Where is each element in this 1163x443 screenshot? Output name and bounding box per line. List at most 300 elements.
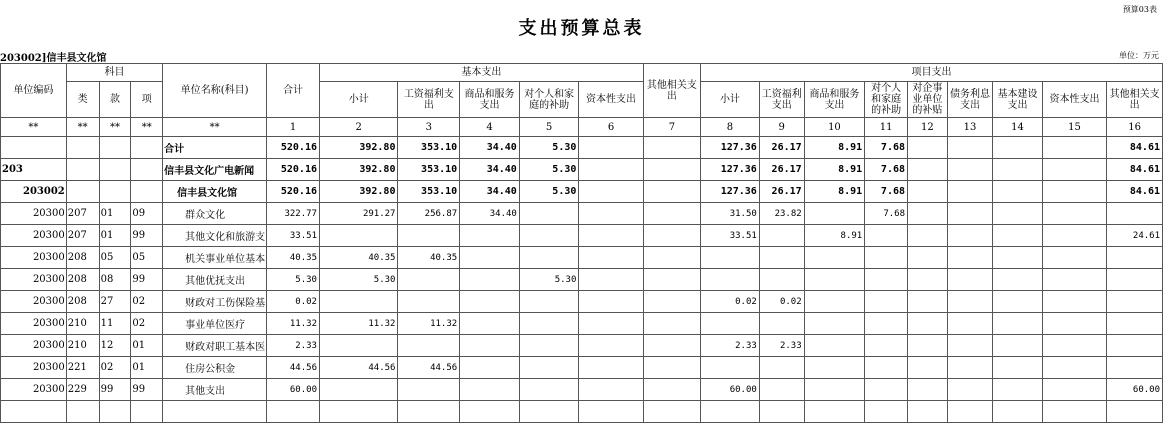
subject-lei-cell [66, 137, 99, 159]
amount-cell [947, 335, 993, 357]
amount-cell: 392.80 [319, 159, 397, 181]
unit-name-cell: 机关事业单位基本 [163, 247, 267, 269]
amount-cell [865, 291, 908, 313]
index-cell: 4 [460, 118, 520, 137]
amount-cell: 60.00 [701, 379, 760, 401]
amount-cell: 33.51 [267, 225, 320, 247]
amount-cell [865, 357, 908, 379]
amount-cell [579, 203, 643, 225]
amount-cell [804, 379, 865, 401]
amount-cell: 353.10 [398, 159, 460, 181]
table-body [1, 137, 1163, 423]
unit-name-cell: 群众文化 [163, 203, 267, 225]
amount-cell: 5.30 [519, 181, 579, 203]
header-code: 单位编码 [1, 64, 67, 118]
amount-cell [865, 269, 908, 291]
subject-kuan-cell: 99 [99, 379, 131, 401]
amount-cell [947, 313, 993, 335]
subject-lei-cell: 208 [66, 247, 99, 269]
unit-name-cell: 事业单位医疗 [163, 313, 267, 335]
amount-cell [519, 357, 579, 379]
amount-cell [1042, 357, 1106, 379]
amount-cell [804, 335, 865, 357]
amount-cell: 23.82 [759, 203, 804, 225]
amount-cell [993, 379, 1043, 401]
unit-name-cell [163, 401, 267, 423]
amount-cell: 11.32 [398, 313, 460, 335]
amount-cell [908, 181, 948, 203]
amount-cell [1107, 247, 1163, 269]
amount-cell [759, 247, 804, 269]
amount-cell [643, 335, 700, 357]
amount-cell [643, 357, 700, 379]
index-cell: ** [99, 118, 131, 137]
unit-code-cell [1, 137, 67, 159]
index-cell: ** [66, 118, 99, 137]
unit-name-cell: 信丰县文化馆 [163, 181, 267, 203]
page-title: 支出预算总表 [518, 18, 645, 39]
amount-cell: 34.40 [460, 137, 520, 159]
amount-cell [519, 291, 579, 313]
amount-cell [319, 291, 397, 313]
subject-kuan-cell: 11 [99, 313, 131, 335]
unit-name-cell: 信丰县文化广电新闻 [163, 159, 267, 181]
amount-cell [519, 313, 579, 335]
amount-cell [947, 379, 993, 401]
amount-cell [643, 379, 700, 401]
table-row [1, 357, 1163, 379]
amount-cell [993, 357, 1043, 379]
amount-cell [460, 225, 520, 247]
table-row [1, 137, 1163, 159]
unit-name-cell: 财政对职工基本医 [163, 335, 267, 357]
subject-lei-cell [66, 159, 99, 181]
amount-cell: 24.61 [1107, 225, 1163, 247]
amount-cell [519, 225, 579, 247]
amount-cell: 26.17 [759, 159, 804, 181]
amount-cell [993, 401, 1043, 423]
header-subject: 科目 [66, 64, 162, 82]
unit-code-cell: 20300 [1, 203, 67, 225]
unit-code-cell: 20300 [1, 225, 67, 247]
unit-code-cell: 20300 [1, 335, 67, 357]
header-other: 其他相关支出 [643, 64, 700, 118]
header-project-col: 其他相关支出 [1107, 82, 1163, 118]
subject-lei-cell: 210 [66, 313, 99, 335]
unit-name-cell: 其他支出 [163, 379, 267, 401]
amount-cell [1042, 313, 1106, 335]
amount-cell [643, 137, 700, 159]
index-cell: 1 [267, 118, 320, 137]
subject-kuan-cell [99, 401, 131, 423]
subject-xiang-cell: 05 [131, 247, 163, 269]
table-row [1, 181, 1163, 203]
table-row [1, 401, 1163, 423]
amount-cell [947, 357, 993, 379]
index-cell: ** [131, 118, 163, 137]
amount-cell [1107, 269, 1163, 291]
unit-code-cell: 203002 [1, 181, 67, 203]
amount-cell [701, 313, 760, 335]
amount-cell: 11.32 [267, 313, 320, 335]
amount-cell: 33.51 [701, 225, 760, 247]
subject-kuan-cell: 01 [99, 203, 131, 225]
amount-cell [865, 401, 908, 423]
subject-lei-cell: 210 [66, 335, 99, 357]
amount-cell [579, 313, 643, 335]
amount-cell [865, 379, 908, 401]
amount-cell: 34.40 [460, 159, 520, 181]
amount-cell: 5.30 [519, 159, 579, 181]
amount-cell [643, 269, 700, 291]
amount-cell [643, 203, 700, 225]
amount-cell: 44.56 [267, 357, 320, 379]
amount-cell [804, 357, 865, 379]
amount-cell: 60.00 [1107, 379, 1163, 401]
amount-cell [993, 269, 1043, 291]
index-cell: ** [1, 118, 67, 137]
amount-cell [865, 225, 908, 247]
amount-cell [947, 401, 993, 423]
amount-cell: 5.30 [267, 269, 320, 291]
amount-cell [1042, 291, 1106, 313]
amount-cell: 291.27 [319, 203, 397, 225]
amount-cell [947, 225, 993, 247]
amount-cell [804, 203, 865, 225]
amount-cell [579, 401, 643, 423]
amount-cell [1042, 137, 1106, 159]
amount-cell: 40.35 [319, 247, 397, 269]
amount-cell [947, 203, 993, 225]
amount-cell: 11.32 [319, 313, 397, 335]
amount-cell [643, 401, 700, 423]
amount-cell: 8.91 [804, 137, 865, 159]
table-row [1, 335, 1163, 357]
amount-cell [908, 159, 948, 181]
subject-kuan-cell: 01 [99, 225, 131, 247]
header-project-col: 基本建设支出 [993, 82, 1043, 118]
amount-cell: 0.02 [759, 291, 804, 313]
table-row [1, 247, 1163, 269]
unit-name: 203002]信丰县文化馆 [0, 53, 107, 64]
index-cell: 15 [1042, 118, 1106, 137]
amount-cell [701, 269, 760, 291]
amount-cell: 127.36 [701, 159, 760, 181]
unit-code-cell: 20300 [1, 269, 67, 291]
amount-cell [908, 225, 948, 247]
header-basic: 基本支出 [319, 64, 643, 82]
amount-cell: 127.36 [701, 181, 760, 203]
index-row [1, 118, 1163, 137]
subject-kuan-cell [99, 159, 131, 181]
unit-code-cell: 20300 [1, 313, 67, 335]
amount-cell [759, 357, 804, 379]
subject-lei-cell: 208 [66, 291, 99, 313]
header-project-col: 债务利息支出 [947, 82, 993, 118]
amount-cell [947, 137, 993, 159]
amount-cell [759, 379, 804, 401]
subject-lei-cell: 221 [66, 357, 99, 379]
index-cell: 12 [908, 118, 948, 137]
amount-cell [1042, 181, 1106, 203]
index-cell: 7 [643, 118, 700, 137]
amount-cell [460, 247, 520, 269]
table-row [1, 159, 1163, 181]
amount-cell: 256.87 [398, 203, 460, 225]
amount-cell [460, 291, 520, 313]
amount-cell [579, 225, 643, 247]
amount-cell: 520.16 [267, 159, 320, 181]
amount-cell [1042, 379, 1106, 401]
amount-cell [865, 335, 908, 357]
amount-cell [519, 379, 579, 401]
index-cell: 8 [701, 118, 760, 137]
header-project-col: 小计 [701, 82, 760, 118]
index-cell: 13 [947, 118, 993, 137]
amount-cell [993, 137, 1043, 159]
subject-xiang-cell: 09 [131, 203, 163, 225]
index-cell: ** [163, 118, 267, 137]
amount-cell [804, 291, 865, 313]
table-row [1, 379, 1163, 401]
subject-xiang-cell: 99 [131, 379, 163, 401]
amount-cell [908, 313, 948, 335]
subject-lei-cell [66, 401, 99, 423]
amount-cell [643, 181, 700, 203]
amount-cell: 127.36 [701, 137, 760, 159]
amount-cell: 7.68 [865, 203, 908, 225]
amount-cell: 520.16 [267, 181, 320, 203]
subject-lei-cell [66, 181, 99, 203]
amount-cell [1042, 247, 1106, 269]
amount-cell: 5.30 [519, 137, 579, 159]
amount-cell: 392.80 [319, 181, 397, 203]
amount-cell [460, 379, 520, 401]
amount-cell [643, 291, 700, 313]
header-project-col: 资本性支出 [1042, 82, 1106, 118]
unit-code-cell: 203 [1, 159, 67, 181]
amount-cell [267, 401, 320, 423]
amount-cell [701, 247, 760, 269]
amount-cell [579, 247, 643, 269]
amount-cell [908, 291, 948, 313]
amount-cell [579, 137, 643, 159]
amount-cell [993, 313, 1043, 335]
amount-cell [993, 247, 1043, 269]
amount-cell [759, 269, 804, 291]
amount-cell: 26.17 [759, 137, 804, 159]
amount-cell [460, 401, 520, 423]
amount-cell [947, 181, 993, 203]
amount-cell [759, 313, 804, 335]
subject-xiang-cell: 01 [131, 335, 163, 357]
amount-cell [947, 291, 993, 313]
amount-cell [759, 225, 804, 247]
header-basic-col: 商品和服务支出 [460, 82, 520, 118]
amount-cell [804, 401, 865, 423]
amount-cell: 84.61 [1107, 137, 1163, 159]
subject-xiang-cell: 99 [131, 225, 163, 247]
amount-cell: 392.80 [319, 137, 397, 159]
amount-cell: 7.68 [865, 159, 908, 181]
amount-cell: 322.77 [267, 203, 320, 225]
header-project: 项目支出 [701, 64, 1163, 82]
amount-cell [398, 269, 460, 291]
amount-cell [398, 401, 460, 423]
amount-cell [643, 225, 700, 247]
subject-kuan-cell: 27 [99, 291, 131, 313]
amount-cell: 44.56 [398, 357, 460, 379]
amount-cell: 7.68 [865, 181, 908, 203]
amount-cell [1107, 357, 1163, 379]
amount-cell [947, 269, 993, 291]
amount-cell [993, 203, 1043, 225]
amount-cell: 84.61 [1107, 181, 1163, 203]
amount-cell [701, 357, 760, 379]
index-cell: 9 [759, 118, 804, 137]
header-project-col: 工资福利支出 [759, 82, 804, 118]
subject-kuan-cell: 05 [99, 247, 131, 269]
table-row [1, 269, 1163, 291]
amount-cell [519, 247, 579, 269]
amount-cell: 520.16 [267, 137, 320, 159]
amount-cell [398, 291, 460, 313]
amount-cell: 34.40 [460, 181, 520, 203]
amount-cell [908, 203, 948, 225]
subject-kuan-cell: 12 [99, 335, 131, 357]
header-xiang: 项 [131, 82, 163, 118]
header-project-col: 商品和服务支出 [804, 82, 865, 118]
header-basic-col: 工资福利支出 [398, 82, 460, 118]
subject-lei-cell: 207 [66, 203, 99, 225]
unit-name-cell: 合计 [163, 137, 267, 159]
amount-cell [993, 225, 1043, 247]
unit-code-cell: 20300 [1, 247, 67, 269]
amount-cell [579, 379, 643, 401]
amount-cell: 34.40 [460, 203, 520, 225]
amount-cell [1042, 401, 1106, 423]
subject-xiang-cell: 02 [131, 291, 163, 313]
subject-lei-cell: 229 [66, 379, 99, 401]
amount-cell: 7.68 [865, 137, 908, 159]
subject-xiang-cell [131, 159, 163, 181]
amount-cell [1107, 313, 1163, 335]
amount-cell [319, 225, 397, 247]
index-cell: 16 [1107, 118, 1163, 137]
amount-cell [759, 401, 804, 423]
unit-name-cell: 住房公积金 [163, 357, 267, 379]
header-name: 单位名称(科目) [163, 64, 267, 118]
amount-cell: 31.50 [701, 203, 760, 225]
amount-cell: 353.10 [398, 137, 460, 159]
amount-cell [643, 247, 700, 269]
amount-cell [1107, 291, 1163, 313]
amount-cell [643, 159, 700, 181]
header-lei: 类 [66, 82, 99, 118]
amount-cell [579, 291, 643, 313]
amount-cell [1042, 269, 1106, 291]
amount-cell: 60.00 [267, 379, 320, 401]
amount-cell [1042, 159, 1106, 181]
amount-cell: 353.10 [398, 181, 460, 203]
subject-xiang-cell [131, 401, 163, 423]
index-cell: 11 [865, 118, 908, 137]
amount-cell [1042, 225, 1106, 247]
amount-cell [1107, 203, 1163, 225]
unit-code-cell: 20300 [1, 357, 67, 379]
unit-code-cell [1, 401, 67, 423]
index-cell: 6 [579, 118, 643, 137]
amount-cell [908, 137, 948, 159]
subject-xiang-cell: 01 [131, 357, 163, 379]
amount-cell: 26.17 [759, 181, 804, 203]
amount-cell [993, 159, 1043, 181]
amount-cell [701, 401, 760, 423]
index-cell: 3 [398, 118, 460, 137]
amount-cell [804, 269, 865, 291]
amount-cell [947, 159, 993, 181]
subject-lei-cell: 208 [66, 269, 99, 291]
amount-cell [993, 335, 1043, 357]
amount-cell [908, 247, 948, 269]
table-row [1, 225, 1163, 247]
amount-cell [804, 313, 865, 335]
amount-cell [460, 335, 520, 357]
index-cell: 14 [993, 118, 1043, 137]
amount-cell [908, 269, 948, 291]
amount-cell: 0.02 [267, 291, 320, 313]
amount-cell [804, 247, 865, 269]
amount-cell: 0.02 [701, 291, 760, 313]
amount-cell [993, 181, 1043, 203]
amount-cell [319, 335, 397, 357]
amount-cell [993, 291, 1043, 313]
amount-cell [579, 357, 643, 379]
subject-xiang-cell [131, 137, 163, 159]
amount-cell: 2.33 [759, 335, 804, 357]
amount-cell [519, 335, 579, 357]
table-row [1, 203, 1163, 225]
amount-cell [865, 247, 908, 269]
table-row [1, 313, 1163, 335]
amount-cell [398, 335, 460, 357]
amount-cell: 2.33 [267, 335, 320, 357]
amount-cell [643, 313, 700, 335]
index-cell: 10 [804, 118, 865, 137]
form-number: 预算03表 [1122, 5, 1157, 14]
amount-cell [319, 379, 397, 401]
index-cell: 5 [519, 118, 579, 137]
subject-kuan-cell [99, 181, 131, 203]
amount-cell [579, 159, 643, 181]
header-project-col: 对企事业单位的补贴 [908, 82, 948, 118]
header-basic-col: 对个人和家庭的补助 [519, 82, 579, 118]
amount-cell [1107, 335, 1163, 357]
header-total: 合计 [267, 64, 320, 118]
header-kuan: 款 [99, 82, 131, 118]
unit-name-cell: 其他优抚支出 [163, 269, 267, 291]
unit-code-cell: 20300 [1, 291, 67, 313]
amount-cell: 8.91 [804, 225, 865, 247]
amount-cell [460, 313, 520, 335]
subject-kuan-cell: 08 [99, 269, 131, 291]
amount-cell [460, 269, 520, 291]
amount-cell [908, 335, 948, 357]
amount-cell: 44.56 [319, 357, 397, 379]
header-basic-col: 小计 [319, 82, 397, 118]
table-row [1, 291, 1163, 313]
amount-cell [398, 379, 460, 401]
